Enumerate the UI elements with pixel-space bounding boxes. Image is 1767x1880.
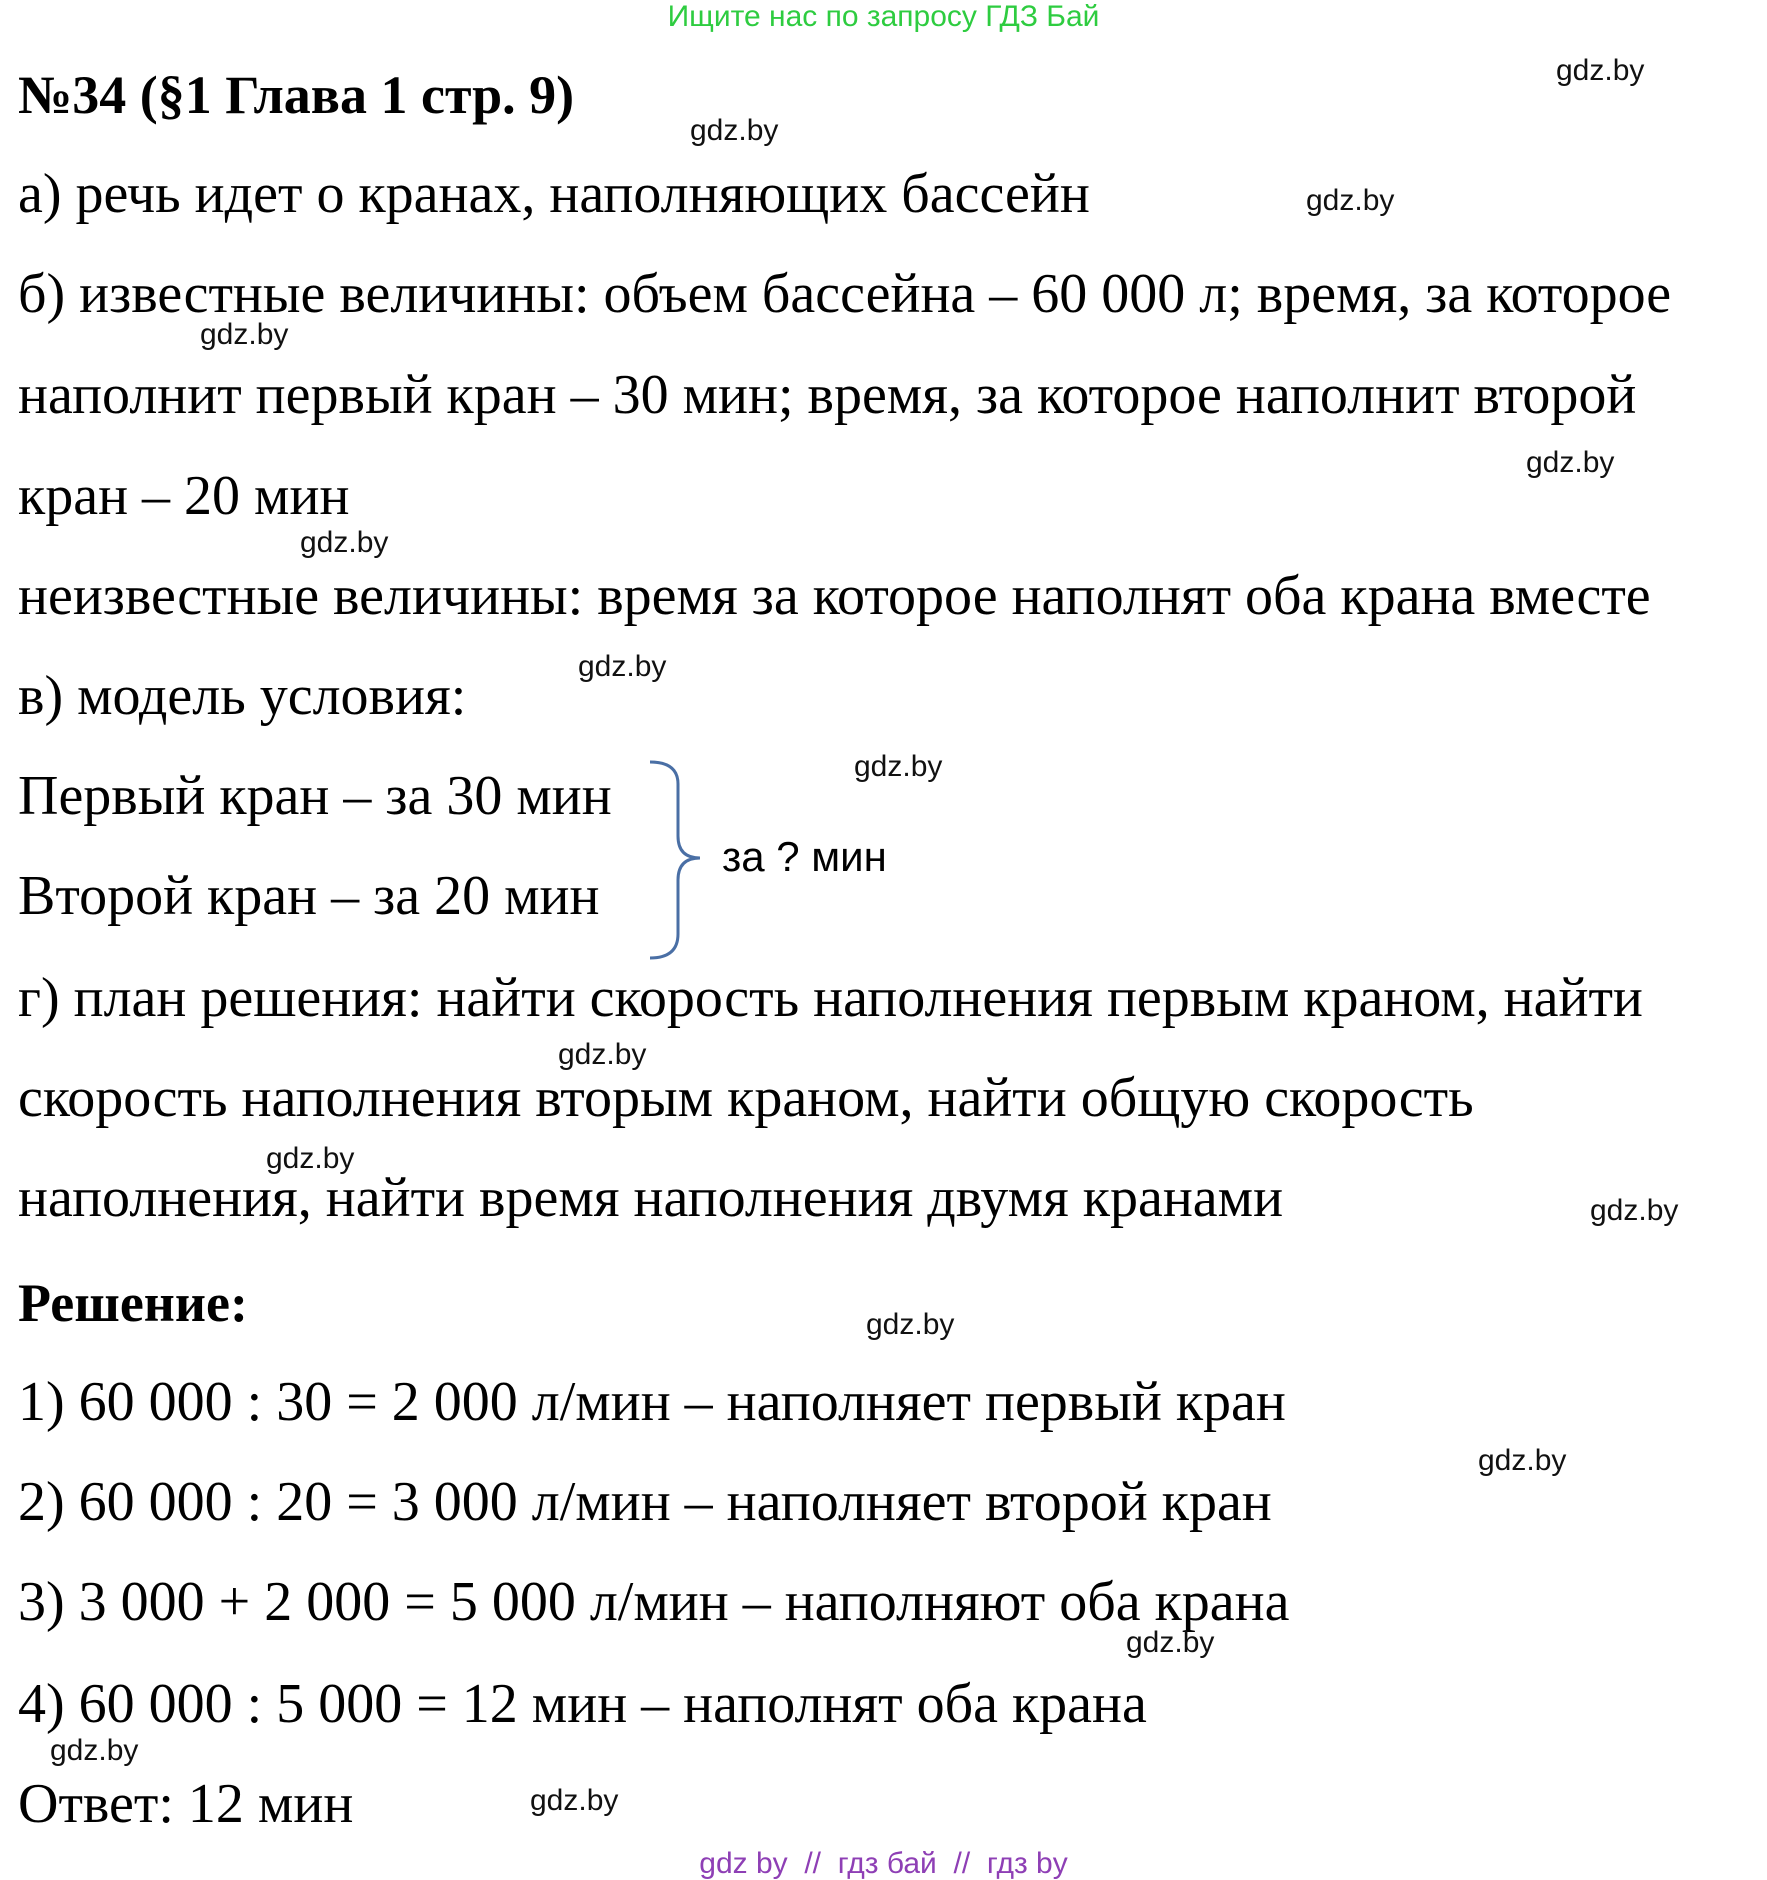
- watermark: gdz.by: [266, 1142, 355, 1175]
- item-b-line2: наполнит первый кран – 30 мин; время, за которое наполнит второй: [18, 364, 1637, 426]
- page-title: №34 (§1 Глава 1 стр. 9): [18, 65, 575, 125]
- item-a: а) речь идет о кранах, наполняющих бассейн: [18, 163, 1090, 225]
- solution-step: 4) 60 000 : 5 000 = 12 мин – наполнят оба крана: [18, 1673, 1147, 1735]
- watermark: gdz.by: [300, 526, 389, 559]
- item-g-line3: наполнения, найти время наполнения двумя кранами: [18, 1167, 1284, 1229]
- watermark: gdz.by: [1590, 1194, 1679, 1227]
- item-g-line2: скорость наполнения вторым краном, найти общую скорость: [18, 1067, 1474, 1129]
- watermark: gdz.by: [866, 1308, 955, 1341]
- footer-link-gdz-by[interactable]: gdz by: [699, 1847, 788, 1880]
- item-g-line1: г) план решения: найти скорость наполнения первым краном, найти: [18, 967, 1643, 1029]
- watermark: gdz.by: [558, 1038, 647, 1071]
- top-banner: Ищите нас по запросу ГДЗ Бай: [667, 0, 1100, 33]
- watermark: gdz.by: [854, 750, 943, 783]
- solution-step: 3) 3 000 + 2 000 = 5 000 л/мин – наполняют оба крана: [18, 1571, 1290, 1633]
- footer: [0, 1849, 1767, 1879]
- watermark: gdz.by: [1306, 184, 1395, 217]
- footer-link-gdz-by-cyr[interactable]: гдз by: [986, 1847, 1068, 1880]
- item-b-line1: б) известные величины: объем бассейна – 60 000 л; время, за которое: [18, 263, 1672, 325]
- watermark: gdz.by: [578, 650, 667, 683]
- solution-heading: Решение:: [18, 1273, 248, 1333]
- watermark: gdz.by: [50, 1734, 139, 1767]
- footer-separator: //: [953, 1847, 971, 1880]
- watermark: gdz.by: [1526, 446, 1615, 479]
- brace-label: за ? мин: [722, 833, 887, 880]
- footer-link-gdz-bai[interactable]: гдз бай: [837, 1847, 937, 1880]
- watermark: gdz.by: [1556, 54, 1645, 87]
- footer-separator: //: [804, 1847, 822, 1880]
- watermark: gdz.by: [530, 1784, 619, 1817]
- model-line2: Второй кран – за 20 мин: [18, 865, 600, 927]
- solution-step: 2) 60 000 : 20 = 3 000 л/мин – наполняет второй кран: [18, 1471, 1272, 1533]
- watermark: gdz.by: [200, 318, 289, 351]
- watermark: gdz.by: [1478, 1444, 1567, 1477]
- solution-step: 1) 60 000 : 30 = 2 000 л/мин – наполняет первый кран: [18, 1371, 1286, 1433]
- watermark: gdz.by: [1126, 1626, 1215, 1659]
- curly-brace-icon: [640, 758, 700, 962]
- item-b-line4: неизвестные величины: время за которое наполнят оба крана вместе: [18, 565, 1651, 627]
- item-v: в) модель условия:: [18, 665, 467, 727]
- answer-line: Ответ: 12 мин: [18, 1773, 354, 1835]
- item-b-line3: кран – 20 мин: [18, 465, 350, 527]
- model-line1: Первый кран – за 30 мин: [18, 765, 612, 827]
- watermark: gdz.by: [690, 114, 779, 147]
